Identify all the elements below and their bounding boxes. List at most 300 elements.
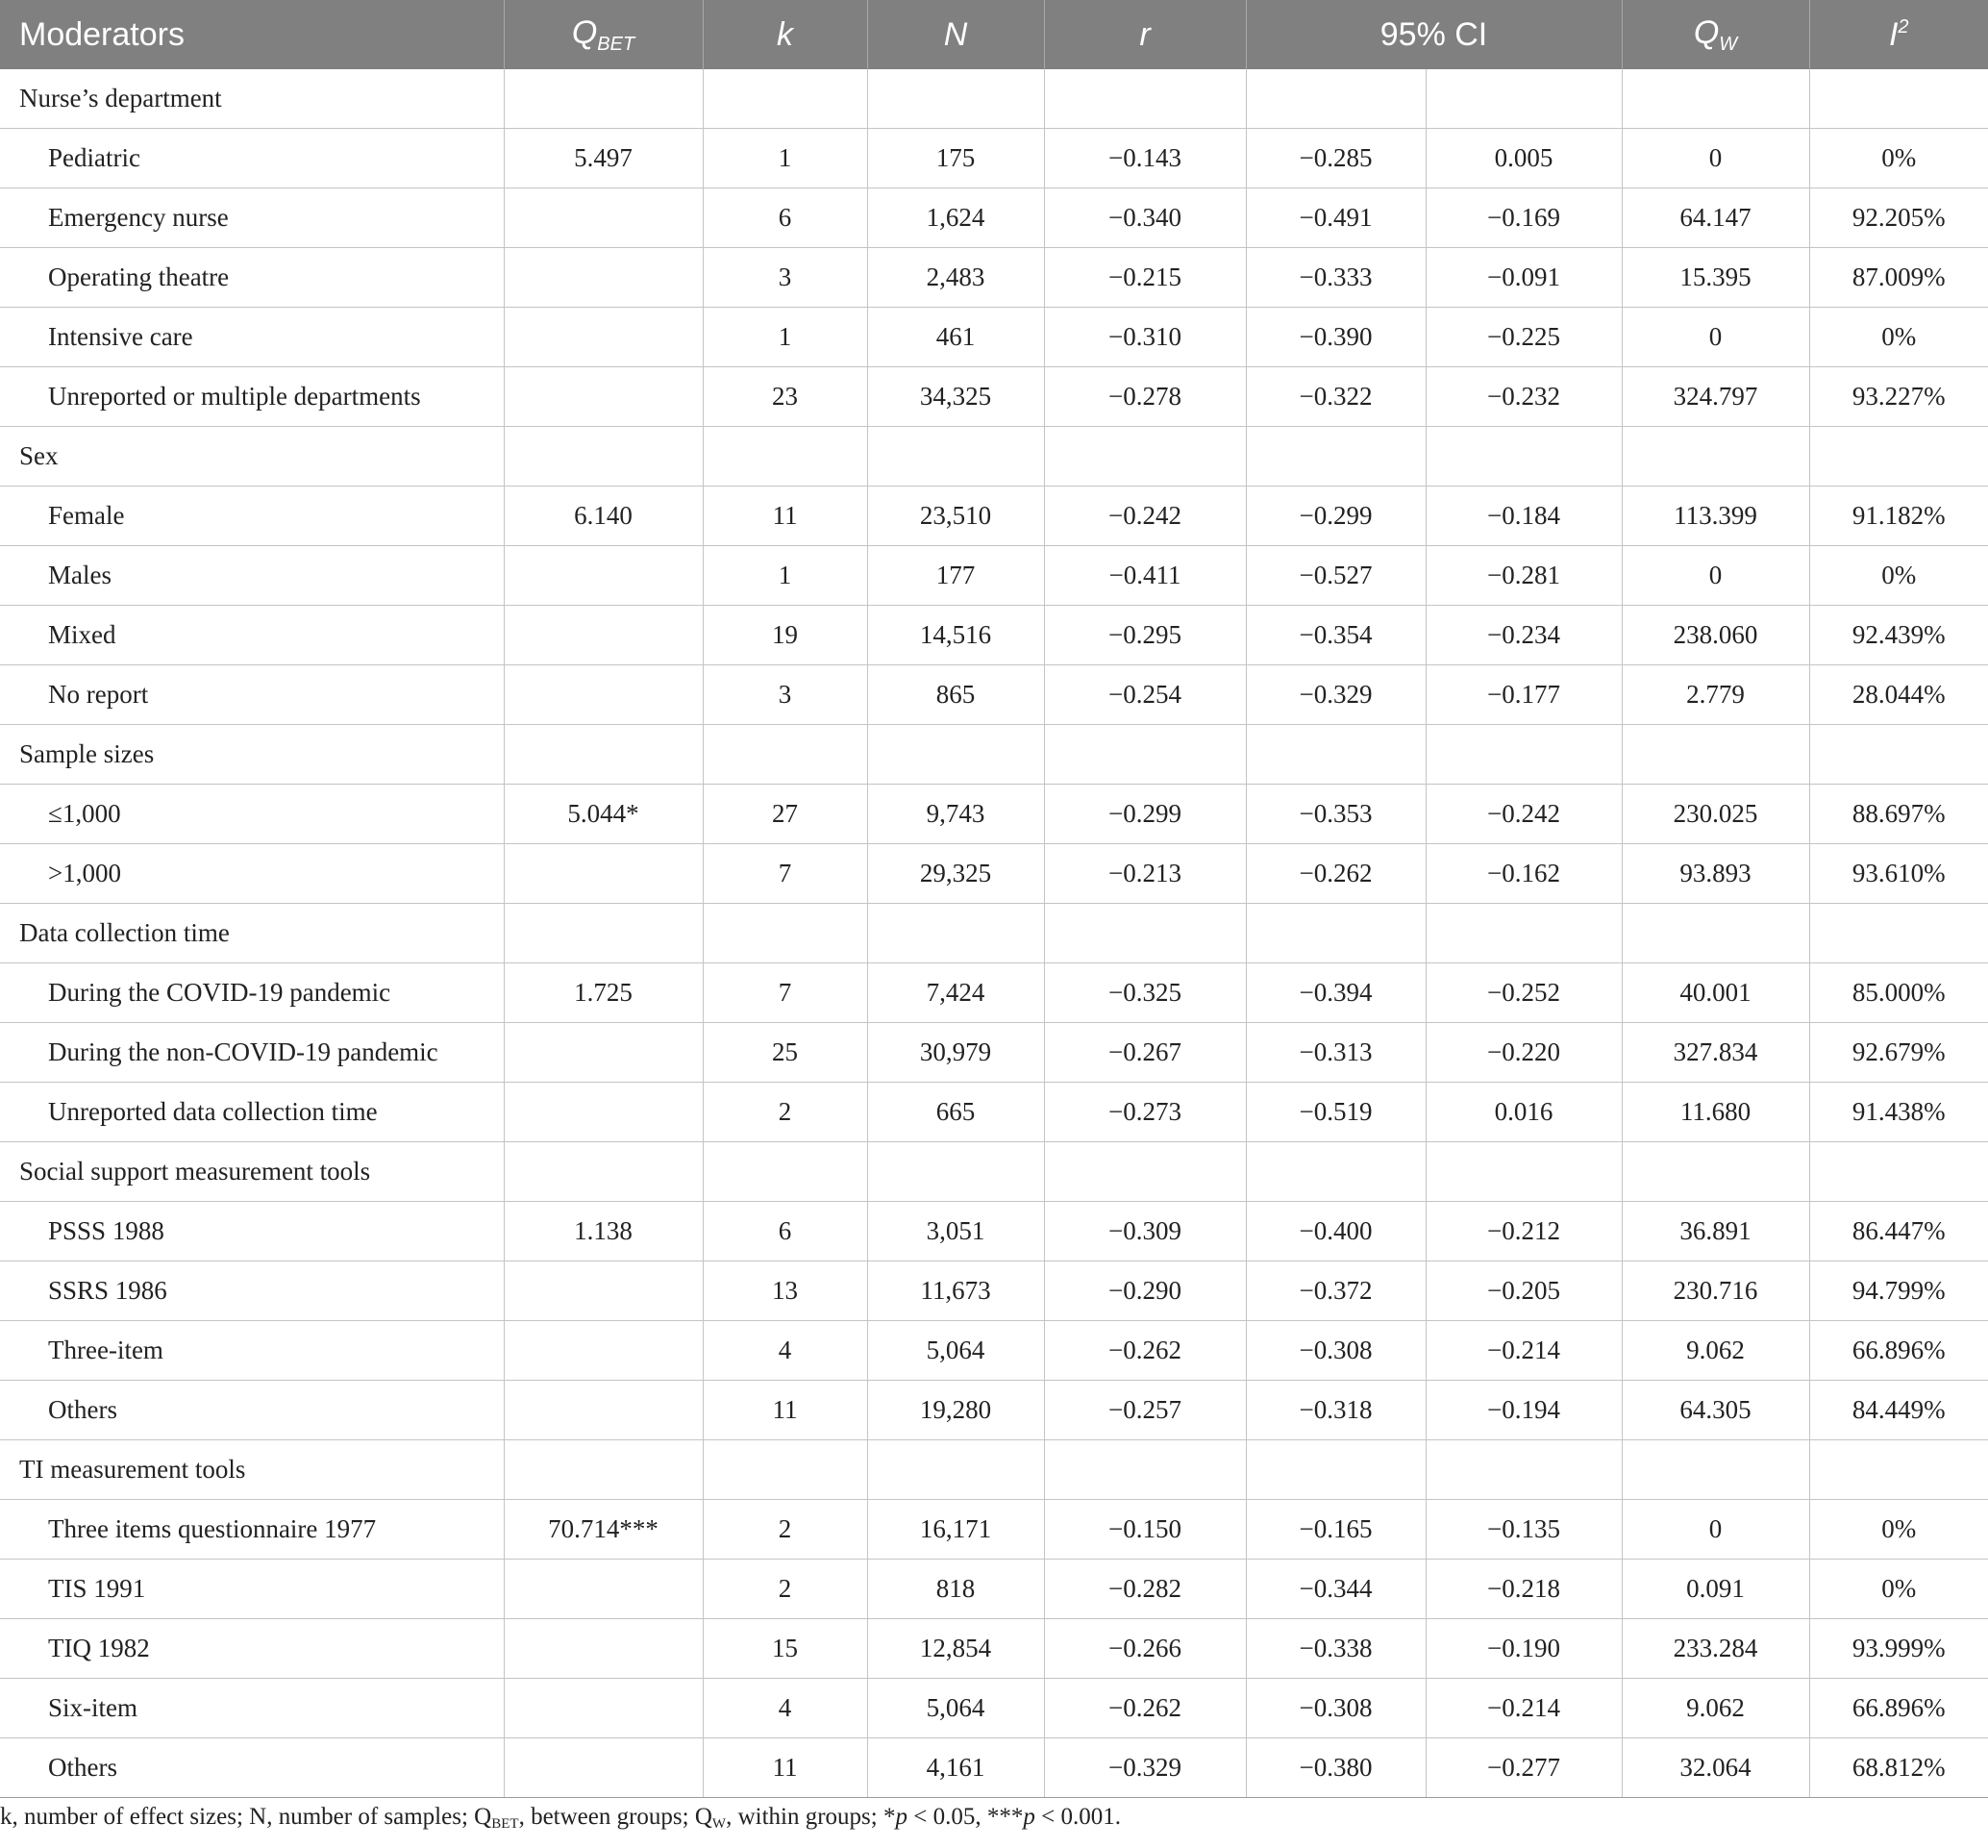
empty-cell: [504, 904, 703, 963]
cell-ci-high: −0.162: [1426, 844, 1622, 904]
cell-ci-low: −0.372: [1246, 1261, 1426, 1321]
group-label: Sample sizes: [0, 725, 504, 785]
cell-qbet: 5.044*: [504, 785, 703, 844]
table-row: [0, 129, 1988, 188]
cell-i2: 66.896%: [1809, 1679, 1988, 1738]
cell-n: 7,424: [867, 963, 1044, 1023]
cell-i2: 91.438%: [1809, 1083, 1988, 1142]
cell-n: 34,325: [867, 367, 1044, 427]
cell-i2: 92.679%: [1809, 1023, 1988, 1083]
cell-k: 2: [703, 1500, 867, 1560]
cell-ci-low: −0.329: [1246, 665, 1426, 725]
cell-qbet: [504, 1261, 703, 1321]
cell-r: −0.262: [1044, 1679, 1246, 1738]
group-row: [0, 427, 1988, 487]
cell-n: 12,854: [867, 1619, 1044, 1679]
cell-ci-high: −0.281: [1426, 546, 1622, 606]
cell-n: 11,673: [867, 1261, 1044, 1321]
cell-r: −0.295: [1044, 606, 1246, 665]
cell-qbet: 5.497: [504, 129, 703, 188]
cell-ci-high: −0.169: [1426, 188, 1622, 248]
empty-cell: [867, 1440, 1044, 1500]
row-label: During the COVID-19 pandemic: [0, 963, 504, 1023]
cell-qw: 9.062: [1622, 1321, 1809, 1381]
cell-k: 23: [703, 367, 867, 427]
cell-k: 25: [703, 1023, 867, 1083]
cell-ci-low: −0.262: [1246, 844, 1426, 904]
cell-i2: 93.227%: [1809, 367, 1988, 427]
row-label: Males: [0, 546, 504, 606]
cell-i2: 88.697%: [1809, 785, 1988, 844]
cell-qw: 0: [1622, 308, 1809, 367]
empty-cell: [1246, 1440, 1426, 1500]
cell-qw: 2.779: [1622, 665, 1809, 725]
empty-cell: [1809, 69, 1988, 129]
row-label: TIS 1991: [0, 1560, 504, 1619]
empty-cell: [504, 725, 703, 785]
empty-cell: [1622, 725, 1809, 785]
cell-ci-low: −0.380: [1246, 1738, 1426, 1798]
cell-ci-high: −0.190: [1426, 1619, 1622, 1679]
empty-cell: [1426, 725, 1622, 785]
header-ci: 95% CI: [1246, 0, 1622, 69]
cell-qw: 40.001: [1622, 963, 1809, 1023]
empty-cell: [1044, 69, 1246, 129]
empty-cell: [867, 69, 1044, 129]
cell-qbet: [504, 1560, 703, 1619]
cell-ci-low: −0.394: [1246, 963, 1426, 1023]
empty-cell: [1246, 69, 1426, 129]
cell-k: 19: [703, 606, 867, 665]
cell-qw: 15.395: [1622, 248, 1809, 308]
row-label: No report: [0, 665, 504, 725]
cell-r: −0.273: [1044, 1083, 1246, 1142]
cell-qbet: 1.138: [504, 1202, 703, 1261]
row-label: Emergency nurse: [0, 188, 504, 248]
cell-i2: 92.439%: [1809, 606, 1988, 665]
cell-qbet: [504, 546, 703, 606]
cell-ci-low: −0.313: [1246, 1023, 1426, 1083]
empty-cell: [1622, 1440, 1809, 1500]
row-label: Mixed: [0, 606, 504, 665]
cell-r: −0.282: [1044, 1560, 1246, 1619]
cell-ci-low: −0.285: [1246, 129, 1426, 188]
cell-k: 27: [703, 785, 867, 844]
group-row: [0, 904, 1988, 963]
table-row: [0, 1679, 1988, 1738]
empty-cell: [504, 1440, 703, 1500]
row-label: Three items questionnaire 1977: [0, 1500, 504, 1560]
cell-r: −0.257: [1044, 1381, 1246, 1440]
cell-ci-low: −0.491: [1246, 188, 1426, 248]
cell-k: 7: [703, 844, 867, 904]
cell-r: −0.278: [1044, 367, 1246, 427]
empty-cell: [867, 1142, 1044, 1202]
table-row: [0, 1261, 1988, 1321]
cell-i2: 93.610%: [1809, 844, 1988, 904]
cell-qw: 0: [1622, 129, 1809, 188]
group-label: Nurse’s department: [0, 69, 504, 129]
cell-n: 818: [867, 1560, 1044, 1619]
cell-ci-low: −0.353: [1246, 785, 1426, 844]
row-label: Others: [0, 1738, 504, 1798]
cell-qw: 11.680: [1622, 1083, 1809, 1142]
cell-n: 5,064: [867, 1321, 1044, 1381]
cell-qw: 324.797: [1622, 367, 1809, 427]
empty-cell: [1426, 1142, 1622, 1202]
empty-cell: [504, 1142, 703, 1202]
row-label: TIQ 1982: [0, 1619, 504, 1679]
cell-qw: 64.305: [1622, 1381, 1809, 1440]
cell-ci-high: −0.242: [1426, 785, 1622, 844]
table-row: [0, 1500, 1988, 1560]
cell-qbet: [504, 1381, 703, 1440]
header-qw: $Q_W$: [1622, 0, 1809, 69]
cell-ci-low: −0.318: [1246, 1381, 1426, 1440]
row-label: Unreported data collection time: [0, 1083, 504, 1142]
cell-r: −0.150: [1044, 1500, 1246, 1560]
empty-cell: [1809, 1142, 1988, 1202]
cell-r: −0.299: [1044, 785, 1246, 844]
cell-r: −0.143: [1044, 129, 1246, 188]
empty-cell: [1622, 69, 1809, 129]
cell-ci-high: −0.277: [1426, 1738, 1622, 1798]
cell-r: −0.213: [1044, 844, 1246, 904]
empty-cell: [1426, 1440, 1622, 1500]
table-body: [0, 69, 1988, 1798]
cell-qbet: [504, 844, 703, 904]
cell-k: 2: [703, 1560, 867, 1619]
cell-k: 7: [703, 963, 867, 1023]
cell-r: −0.267: [1044, 1023, 1246, 1083]
empty-cell: [1809, 904, 1988, 963]
cell-qbet: [504, 248, 703, 308]
cell-ci-low: −0.338: [1246, 1619, 1426, 1679]
cell-i2: 0%: [1809, 546, 1988, 606]
table-row: [0, 1202, 1988, 1261]
cell-n: 461: [867, 308, 1044, 367]
table-row: [0, 308, 1988, 367]
cell-i2: 28.044%: [1809, 665, 1988, 725]
cell-qbet: 70.714***: [504, 1500, 703, 1560]
group-label: Social support measurement tools: [0, 1142, 504, 1202]
empty-cell: [1044, 904, 1246, 963]
cell-n: 177: [867, 546, 1044, 606]
cell-qw: 230.716: [1622, 1261, 1809, 1321]
empty-cell: [703, 904, 867, 963]
cell-k: 1: [703, 308, 867, 367]
empty-cell: [504, 69, 703, 129]
group-row: [0, 1440, 1988, 1500]
cell-n: 9,743: [867, 785, 1044, 844]
cell-qbet: [504, 1083, 703, 1142]
empty-cell: [1426, 427, 1622, 487]
cell-ci-low: −0.527: [1246, 546, 1426, 606]
cell-i2: 86.447%: [1809, 1202, 1988, 1261]
cell-n: 30,979: [867, 1023, 1044, 1083]
table-row: [0, 844, 1988, 904]
cell-i2: 0%: [1809, 308, 1988, 367]
cell-k: 15: [703, 1619, 867, 1679]
table-row: [0, 546, 1988, 606]
cell-n: 23,510: [867, 487, 1044, 546]
group-row: [0, 725, 1988, 785]
cell-qbet: [504, 1023, 703, 1083]
cell-n: 4,161: [867, 1738, 1044, 1798]
cell-qbet: [504, 1619, 703, 1679]
group-row: [0, 69, 1988, 129]
cell-ci-low: −0.165: [1246, 1500, 1426, 1560]
cell-i2: 93.999%: [1809, 1619, 1988, 1679]
header-k: k: [703, 0, 867, 69]
cell-ci-high: −0.205: [1426, 1261, 1622, 1321]
cell-ci-high: −0.091: [1426, 248, 1622, 308]
cell-n: 16,171: [867, 1500, 1044, 1560]
cell-ci-high: −0.218: [1426, 1560, 1622, 1619]
table-row: [0, 606, 1988, 665]
group-label: Data collection time: [0, 904, 504, 963]
cell-r: −0.266: [1044, 1619, 1246, 1679]
cell-r: −0.290: [1044, 1261, 1246, 1321]
cell-ci-high: −0.194: [1426, 1381, 1622, 1440]
cell-k: 4: [703, 1321, 867, 1381]
cell-k: 6: [703, 188, 867, 248]
row-label: Others: [0, 1381, 504, 1440]
cell-qw: 0.091: [1622, 1560, 1809, 1619]
empty-cell: [1809, 1440, 1988, 1500]
empty-cell: [1044, 725, 1246, 785]
row-label: Six-item: [0, 1679, 504, 1738]
empty-cell: [867, 904, 1044, 963]
cell-qbet: 6.140: [504, 487, 703, 546]
table-row: [0, 665, 1988, 725]
group-label: TI measurement tools: [0, 1440, 504, 1500]
row-label: PSSS 1988: [0, 1202, 504, 1261]
cell-k: 3: [703, 665, 867, 725]
empty-cell: [1044, 1142, 1246, 1202]
table-row: [0, 1023, 1988, 1083]
header-qbet: $Q_{BET}$: [504, 0, 703, 69]
empty-cell: [1246, 1142, 1426, 1202]
cell-ci-low: −0.390: [1246, 308, 1426, 367]
cell-k: 2: [703, 1083, 867, 1142]
empty-cell: [703, 69, 867, 129]
cell-i2: 0%: [1809, 1500, 1988, 1560]
empty-cell: [1809, 427, 1988, 487]
cell-r: −0.325: [1044, 963, 1246, 1023]
cell-i2: 87.009%: [1809, 248, 1988, 308]
table-row: [0, 367, 1988, 427]
cell-ci-low: −0.519: [1246, 1083, 1426, 1142]
row-label: Operating theatre: [0, 248, 504, 308]
table-row: [0, 1560, 1988, 1619]
cell-k: 4: [703, 1679, 867, 1738]
empty-cell: [1044, 1440, 1246, 1500]
cell-ci-low: −0.333: [1246, 248, 1426, 308]
cell-qw: 0: [1622, 546, 1809, 606]
cell-qw: 9.062: [1622, 1679, 1809, 1738]
cell-qw: 0: [1622, 1500, 1809, 1560]
empty-cell: [1426, 69, 1622, 129]
cell-r: −0.254: [1044, 665, 1246, 725]
table-row: [0, 1619, 1988, 1679]
cell-n: 14,516: [867, 606, 1044, 665]
table-row: [0, 487, 1988, 546]
cell-k: 6: [703, 1202, 867, 1261]
cell-n: 1,624: [867, 188, 1044, 248]
empty-cell: [1426, 904, 1622, 963]
header-n: N: [867, 0, 1044, 69]
cell-i2: 68.812%: [1809, 1738, 1988, 1798]
cell-ci-high: −0.232: [1426, 367, 1622, 427]
cell-qbet: 1.725: [504, 963, 703, 1023]
cell-k: 1: [703, 546, 867, 606]
row-label: Pediatric: [0, 129, 504, 188]
cell-ci-high: 0.005: [1426, 129, 1622, 188]
cell-n: 3,051: [867, 1202, 1044, 1261]
cell-n: 175: [867, 129, 1044, 188]
cell-qw: 32.064: [1622, 1738, 1809, 1798]
cell-qw: 64.147: [1622, 188, 1809, 248]
cell-k: 1: [703, 129, 867, 188]
cell-ci-high: −0.225: [1426, 308, 1622, 367]
empty-cell: [867, 725, 1044, 785]
cell-qbet: [504, 1679, 703, 1738]
empty-cell: [1622, 1142, 1809, 1202]
table-row: [0, 785, 1988, 844]
cell-r: −0.262: [1044, 1321, 1246, 1381]
cell-k: 13: [703, 1261, 867, 1321]
cell-n: 665: [867, 1083, 1044, 1142]
empty-cell: [703, 725, 867, 785]
cell-ci-low: −0.400: [1246, 1202, 1426, 1261]
empty-cell: [504, 427, 703, 487]
cell-ci-high: −0.177: [1426, 665, 1622, 725]
cell-ci-high: −0.234: [1426, 606, 1622, 665]
group-label: Sex: [0, 427, 504, 487]
empty-cell: [703, 1142, 867, 1202]
row-label: >1,000: [0, 844, 504, 904]
cell-r: −0.411: [1044, 546, 1246, 606]
row-label: ≤1,000: [0, 785, 504, 844]
cell-qw: 327.834: [1622, 1023, 1809, 1083]
cell-qw: 238.060: [1622, 606, 1809, 665]
table-row: [0, 1083, 1988, 1142]
cell-ci-high: −0.135: [1426, 1500, 1622, 1560]
cell-ci-low: −0.344: [1246, 1560, 1426, 1619]
empty-cell: [1246, 904, 1426, 963]
row-label: Three-item: [0, 1321, 504, 1381]
cell-ci-low: −0.299: [1246, 487, 1426, 546]
cell-ci-high: 0.016: [1426, 1083, 1622, 1142]
cell-i2: 0%: [1809, 1560, 1988, 1619]
cell-k: 11: [703, 487, 867, 546]
empty-cell: [867, 427, 1044, 487]
cell-qbet: [504, 606, 703, 665]
cell-ci-low: −0.308: [1246, 1321, 1426, 1381]
table-row: [0, 1381, 1988, 1440]
cell-qw: 93.893: [1622, 844, 1809, 904]
cell-n: 5,064: [867, 1679, 1044, 1738]
cell-ci-high: −0.252: [1426, 963, 1622, 1023]
cell-i2: 91.182%: [1809, 487, 1988, 546]
cell-qbet: [504, 188, 703, 248]
group-row: [0, 1142, 1988, 1202]
empty-cell: [703, 427, 867, 487]
cell-i2: 92.205%: [1809, 188, 1988, 248]
cell-ci-high: −0.212: [1426, 1202, 1622, 1261]
cell-r: −0.242: [1044, 487, 1246, 546]
cell-qbet: [504, 665, 703, 725]
header-i2: $I^2$: [1809, 0, 1988, 69]
cell-qw: 113.399: [1622, 487, 1809, 546]
table-header-row: [0, 0, 1988, 69]
table-row: [0, 1738, 1988, 1798]
cell-r: −0.215: [1044, 248, 1246, 308]
cell-r: −0.340: [1044, 188, 1246, 248]
cell-n: 19,280: [867, 1381, 1044, 1440]
header-moderators: Moderators: [0, 0, 504, 69]
cell-ci-low: −0.308: [1246, 1679, 1426, 1738]
cell-qw: 233.284: [1622, 1619, 1809, 1679]
cell-i2: 85.000%: [1809, 963, 1988, 1023]
cell-ci-low: −0.322: [1246, 367, 1426, 427]
cell-ci-high: −0.214: [1426, 1679, 1622, 1738]
cell-qw: 36.891: [1622, 1202, 1809, 1261]
cell-qbet: [504, 367, 703, 427]
header-r: r: [1044, 0, 1246, 69]
cell-k: 11: [703, 1738, 867, 1798]
empty-cell: [1622, 904, 1809, 963]
cell-qbet: [504, 1738, 703, 1798]
row-label: During the non-COVID-19 pandemic: [0, 1023, 504, 1083]
cell-r: −0.309: [1044, 1202, 1246, 1261]
empty-cell: [1622, 427, 1809, 487]
cell-i2: 84.449%: [1809, 1381, 1988, 1440]
cell-n: 865: [867, 665, 1044, 725]
row-label: Unreported or multiple departments: [0, 367, 504, 427]
cell-ci-high: −0.220: [1426, 1023, 1622, 1083]
row-label: Intensive care: [0, 308, 504, 367]
table-row: [0, 963, 1988, 1023]
cell-i2: 94.799%: [1809, 1261, 1988, 1321]
cell-ci-low: −0.354: [1246, 606, 1426, 665]
cell-r: −0.329: [1044, 1738, 1246, 1798]
cell-i2: 0%: [1809, 129, 1988, 188]
cell-ci-high: −0.214: [1426, 1321, 1622, 1381]
empty-cell: [1246, 725, 1426, 785]
table-row: [0, 1321, 1988, 1381]
cell-qbet: [504, 1321, 703, 1381]
table-row: [0, 248, 1988, 308]
cell-n: 2,483: [867, 248, 1044, 308]
cell-ci-high: −0.184: [1426, 487, 1622, 546]
empty-cell: [1809, 725, 1988, 785]
cell-qw: 230.025: [1622, 785, 1809, 844]
cell-r: −0.310: [1044, 308, 1246, 367]
cell-n: 29,325: [867, 844, 1044, 904]
cell-k: 11: [703, 1381, 867, 1440]
empty-cell: [703, 1440, 867, 1500]
table-row: [0, 188, 1988, 248]
table-footnote: k, number of effect sizes; N, number of samples; $Q_{BET}$, between groups; $Q_W$, within groups; *p < 0.05, ***p < 0.001.: [0, 1804, 1121, 1832]
empty-cell: [1044, 427, 1246, 487]
cell-i2: 66.896%: [1809, 1321, 1988, 1381]
cell-k: 3: [703, 248, 867, 308]
empty-cell: [1246, 427, 1426, 487]
row-label: SSRS 1986: [0, 1261, 504, 1321]
cell-qbet: [504, 308, 703, 367]
